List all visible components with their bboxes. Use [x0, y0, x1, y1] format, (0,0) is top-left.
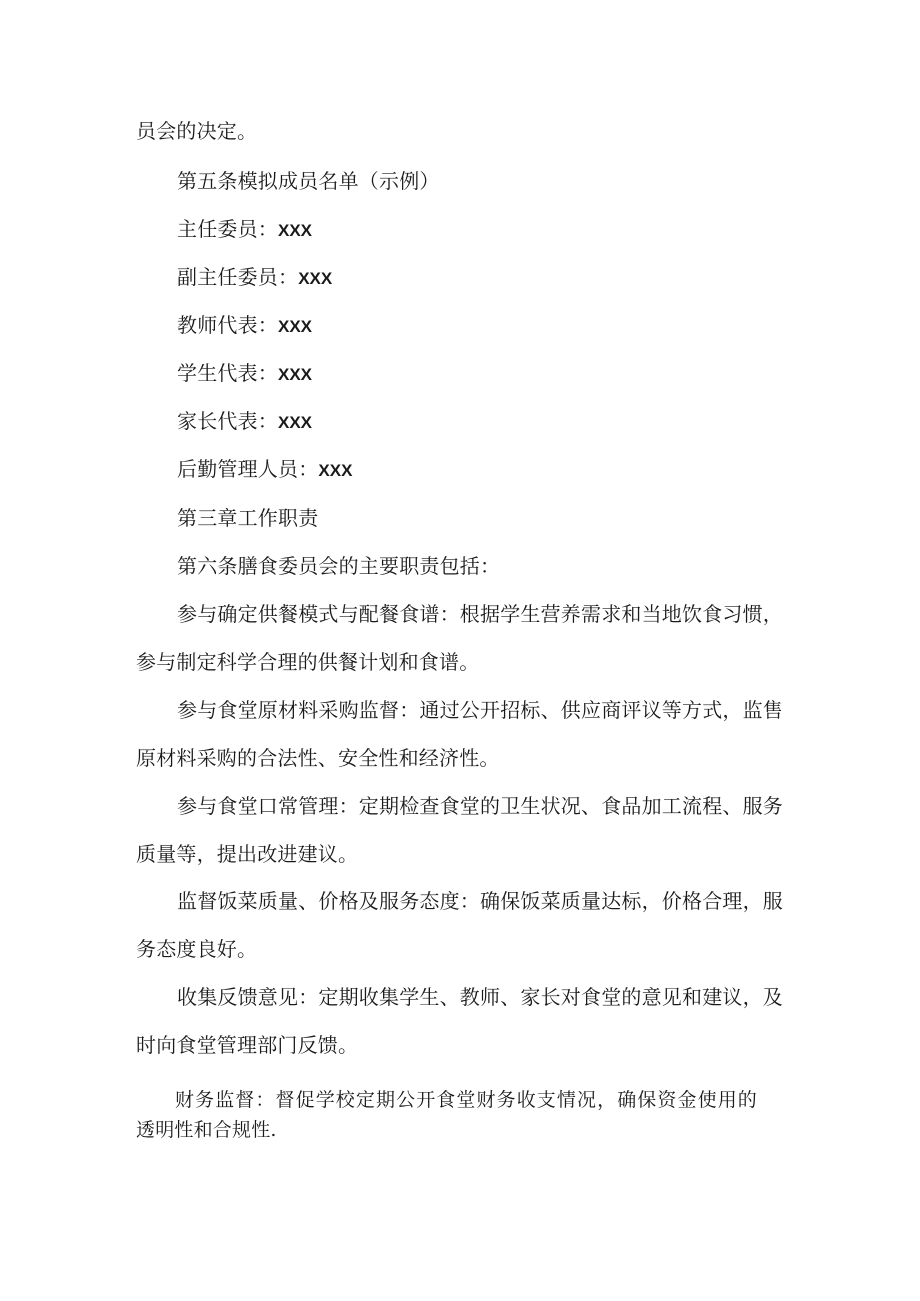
- member-role: 学生代表：: [177, 361, 278, 385]
- chapter-3-heading: 第三章工作职责: [177, 506, 319, 530]
- member-role: 主任委员：: [177, 217, 278, 241]
- member-parent-rep: [177, 408, 312, 436]
- duty-1-line-2: 参与制定科学合理的供餐计划和食谱。: [136, 650, 480, 674]
- duty-5-line-2: 时向食堂管理部门反馈。: [136, 1033, 359, 1057]
- member-role: 副主任委员：: [177, 265, 299, 289]
- member-logistics-staff: [177, 456, 352, 484]
- member-deputy-director: [177, 264, 332, 292]
- member-name: XXX: [298, 269, 333, 288]
- text-line-continuation: 员会的决定。: [136, 119, 258, 143]
- duty-4-line-1: 监督饭菜质量、价格及服务态度：确保饭菜质量达标，价格合理，服: [177, 889, 783, 913]
- duty-3-line-1: 参与食堂口常管理：定期检查食堂的卫生状况、食品加工流程、服务: [177, 794, 783, 818]
- member-name: XXX: [278, 413, 313, 432]
- duty-2-line-1: 参与食堂原材料采购监督：通过公开招标、供应商评议等方式，监售: [177, 698, 783, 722]
- duty-1-line-1: 参与确定供餐模式与配餐食谱：根据学生营养需求和当地饮食习惯，: [177, 602, 783, 626]
- member-name: XXX: [318, 461, 353, 480]
- member-role: 家长代表：: [177, 409, 278, 433]
- duty-6-line-2: 透明性和合规性.: [136, 1119, 277, 1141]
- member-teacher-rep: [177, 312, 312, 340]
- member-name: XXX: [278, 317, 313, 336]
- member-director: [177, 216, 312, 244]
- duty-6-line-1: 财务监督：督促学校定期公开食堂财务收支情况，确保资金使用的: [175, 1089, 757, 1111]
- member-name: XXX: [278, 221, 313, 240]
- member-name: XXX: [278, 365, 313, 384]
- duty-3-line-2: 质量等，提出改进建议。: [136, 842, 359, 866]
- member-role: 教师代表：: [177, 313, 278, 337]
- article-6-heading: 第六条膳食委员会的主要职责包括：: [177, 554, 501, 578]
- article-5-heading: 第五条模拟成员名单（示例）: [177, 169, 440, 193]
- duty-2-line-2: 原材料采购的合法性、安全性和经济性。: [136, 746, 500, 770]
- member-student-rep: [177, 360, 312, 388]
- duty-4-line-2: 务态度良好。: [136, 937, 258, 961]
- duty-5-line-1: 收集反馈意见：定期收集学生、教师、家长对食堂的意见和建议，及: [177, 985, 783, 1009]
- member-role: 后勤管理人员：: [177, 457, 319, 481]
